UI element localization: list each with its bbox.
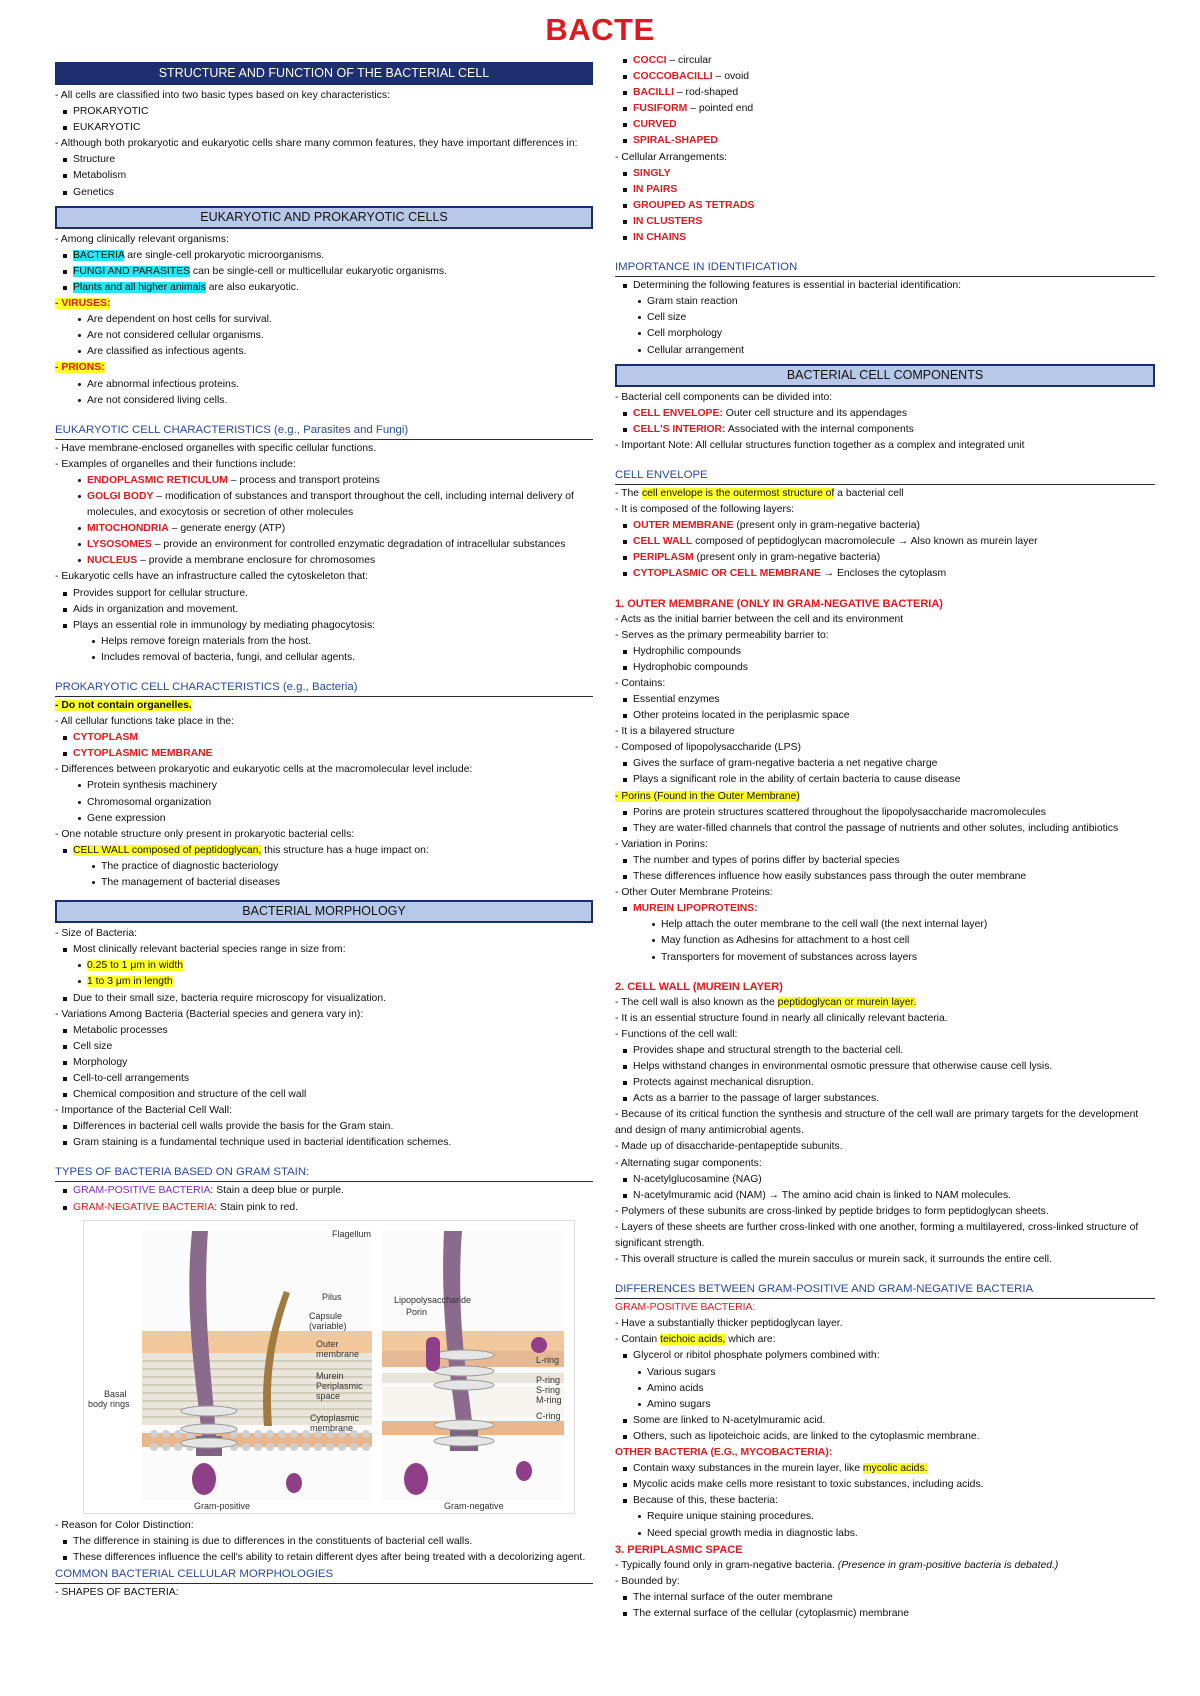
list-item: Provides shape and structural strength to the bacterial cell. — [615, 1043, 1155, 1059]
list-item: Hydrophobic compounds — [615, 660, 1155, 676]
list-item: The internal surface of the outer membrane — [615, 1590, 1155, 1606]
list-item: The difference in staining is due to differences in the constituents of bacterial cell walls. — [55, 1534, 593, 1550]
list-item: Are abnormal infectious proteins. — [55, 377, 593, 393]
text-line: - Layers of these sheets are further cross-linked with one another, forming a multilayered, cross-linked structure of significant strength. — [615, 1221, 1139, 1249]
text-line: - Differences between prokaryotic and eukaryotic cells at the macromolecular level include: — [55, 764, 473, 776]
list-item: Morphology — [55, 1055, 593, 1071]
list-item: IN CHAINS — [615, 230, 1155, 246]
label-c-ring: C-ring — [536, 1410, 561, 1421]
text-line: - Have a substantially thicker peptidoglycan layer. — [615, 1318, 843, 1330]
heading-differences: DIFFERENCES BETWEEN GRAM-POSITIVE AND GRAM-NEGATIVE BACTERIA — [615, 1281, 1155, 1299]
list-item: FUSIFORM – pointed end — [615, 101, 1155, 117]
text-line: - Polymers of these subunits are cross-linked by peptide bridges to form peptidoglycan sheets. — [615, 1205, 1049, 1217]
label-m-ring: M-ring — [536, 1394, 562, 1405]
list-item: BACILLI – rod-shaped — [615, 85, 1155, 101]
text-line: - Although both prokaryotic and eukaryotic cells share many common features, they have important differences in: — [55, 138, 578, 150]
list-item: Differences in bacterial cell walls provide the basis for the Gram stain. — [55, 1119, 593, 1135]
text-line: - Variation in Porins: — [615, 838, 708, 850]
list-item: Help attach the outer membrane to the cell wall (the next internal layer) — [615, 917, 1155, 933]
list-item: 0.25 to 1 μm in width — [55, 958, 593, 974]
list-item: Gram stain reaction — [615, 294, 1155, 310]
text-line: - Examples of organelles and their functions include: — [55, 458, 296, 470]
viruses-label: - VIRUSES: — [55, 298, 111, 310]
text-line: - It is composed of the following layers: — [615, 504, 795, 516]
text-line: - Porins (Found in the Outer Membrane) — [615, 790, 800, 802]
text-line: - Acts as the initial barrier between the cell and its environment — [615, 613, 904, 625]
text-line: - Typically found only in gram-negative bacteria. (Presence in gram-positive bacteria is debated.) — [615, 1559, 1059, 1571]
text-line: - Contain teichoic acids, which are: — [615, 1334, 776, 1346]
label-p-ring: P-ring — [536, 1374, 561, 1385]
list-item: N-acetylglucosamine (NAG) — [615, 1172, 1155, 1188]
text-line: - Cellular Arrangements: — [615, 151, 728, 163]
text-line: - SHAPES OF BACTERIA: — [55, 1586, 179, 1598]
list-item: SINGLY — [615, 166, 1155, 182]
list-item: Plants and all higher animals are also eukaryotic. — [55, 280, 593, 296]
label-gram-positive: Gram-positive — [194, 1500, 251, 1511]
text-line: - Composed of lipopolysaccharide (LPS) — [615, 742, 801, 754]
label-gram-negative: Gram-negative — [444, 1500, 504, 1511]
list-item: BACTERIA are single-cell prokaryotic microorganisms. — [55, 248, 593, 264]
list-item: Cell size — [55, 1039, 593, 1055]
list-item: Gene expression — [55, 811, 593, 827]
text-line: - Made up of disaccharide-pentapeptide subunits. — [615, 1141, 843, 1153]
list-item: Amino sugars — [615, 1397, 1155, 1413]
list-item: Includes removal of bacteria, fungi, and cellular agents. — [55, 650, 593, 666]
label-cytoplasmic: Cytoplasmic — [310, 1412, 360, 1423]
list-item: Are not considered cellular organisms. — [55, 328, 593, 344]
cell-wall-figure — [83, 1220, 575, 1514]
list-item: CELL WALL composed of peptidoglycan, this structure has a huge impact on: — [55, 843, 593, 859]
heading-common-morphologies: COMMON BACTERIAL CELLULAR MORPHOLOGIES — [55, 1566, 593, 1584]
list-item: IN PAIRS — [615, 182, 1155, 198]
list-item: Porins are protein structures scattered throughout the lipopolysaccharide macromolecules — [615, 805, 1155, 821]
list-item: NUCLEUS – provide a membrane enclosure for chromosomes — [55, 553, 593, 569]
list-item: SPIRAL-SHAPED — [615, 133, 1155, 149]
list-item: Glycerol or ribitol phosphate polymers combined with: — [615, 1348, 1155, 1364]
heading-periplasmic-space: 3. PERIPLASMIC SPACE — [615, 1543, 743, 1556]
label-pilus: Pilus — [322, 1291, 342, 1302]
other-bacteria-label: OTHER BACTERIA (E.G., MYCOBACTERIA): — [615, 1447, 833, 1459]
text-line: - Size of Bacteria: — [55, 928, 138, 940]
list-item: GRAM-POSITIVE BACTERIA: Stain a deep blue or purple. — [55, 1183, 593, 1199]
list-item: Chromosomal organization — [55, 795, 593, 811]
list-item: Protein synthesis machinery — [55, 778, 593, 794]
list-item: Plays an essential role in immunology by mediating phagocytosis: — [55, 618, 593, 634]
list-item: IN CLUSTERS — [615, 214, 1155, 230]
text-line: - The cell envelope is the outermost structure of a bacterial cell — [615, 487, 904, 499]
list-item: PROKARYOTIC — [55, 104, 593, 120]
section-band-morphology: BACTERIAL MORPHOLOGY — [55, 900, 593, 923]
label-cytoplasmic-membrane: membrane — [310, 1422, 354, 1433]
list-item: CELL'S INTERIOR: Associated with the internal components — [615, 422, 1155, 438]
text-line: - This overall structure is called the murein sacculus or murein sack, it surrounds the entire cell. — [615, 1254, 1052, 1266]
prions-label: - PRIONS: — [55, 362, 105, 374]
list-item: Cellular arrangement — [615, 343, 1155, 359]
list-item: These differences influence how easily substances pass through the outer membrane — [615, 869, 1155, 885]
list-item: N-acetylmuramic acid (NAM) → The amino acid chain is linked to NAM molecules. — [615, 1188, 1155, 1204]
list-item: Plays a significant role in the ability of certain bacteria to cause disease — [615, 772, 1155, 788]
gram-positive-label: GRAM-POSITIVE BACTERIA: — [615, 1302, 756, 1314]
list-item: PERIPLASM (present only in gram-negative bacteria) — [615, 550, 1155, 566]
text-line: - Bacterial cell components can be divided into: — [615, 391, 833, 403]
list-item: The management of bacterial diseases — [55, 875, 593, 891]
heading-gram-types: TYPES OF BACTERIA BASED ON GRAM STAIN: — [55, 1164, 593, 1182]
list-item: EUKARYOTIC — [55, 120, 593, 136]
list-item: Cell-to-cell arrangements — [55, 1071, 593, 1087]
text-line: - Eukaryotic cells have an infrastructure called the cytoskeleton that: — [55, 571, 369, 583]
section-band-components: BACTERIAL CELL COMPONENTS — [615, 364, 1155, 387]
section-band-euk-pro: EUKARYOTIC AND PROKARYOTIC CELLS — [55, 206, 593, 229]
list-item: ENDOPLASMIC RETICULUM – process and transport proteins — [55, 473, 593, 489]
list-item: Structure — [55, 152, 593, 168]
list-item: Need special growth media in diagnostic labs. — [615, 1526, 1155, 1542]
list-item: Hydrophilic compounds — [615, 644, 1155, 660]
list-item: Mycolic acids make cells more resistant to toxic substances, including acids. — [615, 1477, 1155, 1493]
list-item: Metabolic processes — [55, 1023, 593, 1039]
list-item: CYTOPLASMIC MEMBRANE — [55, 746, 593, 762]
list-item: CYTOPLASMIC OR CELL MEMBRANE → Encloses the cytoplasm — [615, 566, 1155, 582]
text-line: - Other Outer Membrane Proteins: — [615, 887, 773, 899]
text-line: - All cells are classified into two basic types based on key characteristics: — [55, 90, 390, 101]
text-line: - Because of its critical function the synthesis and structure of the cell wall are primary targets for the development and design of many antimicrobial agents. — [615, 1109, 1139, 1137]
label-s-ring: S-ring — [536, 1384, 561, 1395]
list-item: Aids in organization and movement. — [55, 602, 593, 618]
list-item: Are classified as infectious agents. — [55, 344, 593, 360]
list-item: Most clinically relevant bacterial species range in size from: — [55, 942, 593, 958]
list-item: These differences influence the cell's ability to retain different dyes after being treated with a decolorizing agent. — [55, 1550, 593, 1566]
list-item: Determining the following features is essential in bacterial identification: — [615, 278, 1155, 294]
text-line: - Variations Among Bacteria (Bacterial species and genera vary in): — [55, 1008, 364, 1020]
label-capsule: Capsule — [309, 1310, 343, 1321]
list-item: Transporters for movement of substances across layers — [615, 950, 1155, 966]
text-line: - Serves as the primary permeability barrier to: — [615, 629, 829, 641]
text-line: - Important Note: All cellular structures function together as a complex and integrated unit — [615, 439, 1025, 451]
section-band-structure: STRUCTURE AND FUNCTION OF THE BACTERIAL CELL — [55, 62, 593, 85]
label-capsule-variable: (variable) — [309, 1320, 347, 1331]
label-porin: Porin — [406, 1306, 428, 1317]
list-item: LYSOSOMES – provide an environment for controlled enzymatic degradation of intracellular substances — [55, 537, 593, 553]
list-item: They are water-filled channels that control the passage of nutrients and other solutes, including antibiotics — [615, 821, 1155, 837]
list-item: MITOCHONDRIA – generate energy (ATP) — [55, 521, 593, 537]
list-item: Other proteins located in the periplasmic space — [615, 708, 1155, 724]
heading-euk-characteristics: EUKARYOTIC CELL CHARACTERISTICS (e.g., Parasites and Fungi) — [55, 422, 593, 440]
list-item: Gives the surface of gram-negative bacteria a net negative charge — [615, 756, 1155, 772]
right-column — [615, 53, 1155, 1673]
label-murein: Murein — [316, 1370, 344, 1381]
label-outer-membrane: membrane — [316, 1348, 360, 1359]
list-item: Amino acids — [615, 1381, 1155, 1397]
list-item: MUREIN LIPOPROTEINS: — [615, 901, 1155, 917]
list-item: Cell morphology — [615, 326, 1155, 342]
list-item: Some are linked to N-acetylmuramic acid. — [615, 1413, 1155, 1429]
list-item: Gram staining is a fundamental technique used in bacterial identification schemes. — [55, 1135, 593, 1151]
text-line: - The cell wall is also known as the peptidoglycan or murein layer. — [615, 996, 917, 1008]
list-item: OUTER MEMBRANE (present only in gram-negative bacteria) — [615, 518, 1155, 534]
list-item: Cell size — [615, 310, 1155, 326]
list-item: Protects against mechanical disruption. — [615, 1075, 1155, 1091]
list-item: The external surface of the cellular (cytoplasmic) membrane — [615, 1606, 1155, 1622]
list-item: The practice of diagnostic bacteriology — [55, 859, 593, 875]
list-item: FUNGI AND PARASITES can be single-cell or multicellular eukaryotic organisms. — [55, 264, 593, 280]
heading-outer-membrane: 1. OUTER MEMBRANE (ONLY IN GRAM-NEGATIVE BACTERIA) — [615, 597, 943, 610]
list-item: COCCOBACILLI – ovoid — [615, 69, 1155, 85]
label-periplasmic: Periplasmic — [316, 1380, 363, 1391]
list-item: 1 to 3 μm in length — [55, 974, 593, 990]
list-item: CYTOPLASM — [55, 730, 593, 746]
text-line: - Importance of the Bacterial Cell Wall: — [55, 1105, 232, 1117]
list-item: Helps remove foreign materials from the host. — [55, 634, 593, 650]
heading-identification: IMPORTANCE IN IDENTIFICATION — [615, 259, 1155, 277]
label-lps: Lipopolysaccharide — [394, 1294, 472, 1305]
text-line: - All cellular functions take place in the: — [55, 716, 235, 728]
label-space: space — [316, 1390, 341, 1401]
text-line: - Contains: — [615, 677, 666, 689]
list-item: Are dependent on host cells for survival. — [55, 312, 593, 328]
list-item: Metabolism — [55, 168, 593, 184]
text-line: - Have membrane-enclosed organelles with specific cellular functions. — [55, 442, 377, 454]
list-item: Acts as a barrier to the passage of larger substances. — [615, 1091, 1155, 1107]
list-item: Due to their small size, bacteria require microscopy for visualization. — [55, 991, 593, 1007]
list-item: Provides support for cellular structure. — [55, 586, 593, 602]
heading-cell-envelope: CELL ENVELOPE — [615, 467, 1155, 485]
list-item: GRAM-NEGATIVE BACTERIA: Stain pink to red. — [55, 1200, 593, 1216]
cell-wall-diagram — [84, 1221, 574, 1513]
list-item: Are not considered living cells. — [55, 393, 593, 409]
heading-cell-wall: 2. CELL WALL (MUREIN LAYER) — [615, 980, 783, 993]
list-item: GOLGI BODY – modification of substances and transport throughout the cell, including internal delivery of molecules, and exocytosis or secretion of other molecules — [55, 489, 593, 521]
list-item: Helps withstand changes in environmental osmotic pressure that otherwise cause cell lysis. — [615, 1059, 1155, 1075]
text-line: - Alternating sugar components: — [615, 1157, 762, 1169]
list-item: The number and types of porins differ by bacterial species — [615, 853, 1155, 869]
text-line: - Among clinically relevant organisms: — [55, 233, 229, 245]
list-item: Because of this, these bacteria: — [615, 1493, 1155, 1509]
list-item: Require unique staining procedures. — [615, 1509, 1155, 1525]
list-item: CURVED — [615, 117, 1155, 133]
text-line: - Reason for Color Distinction: — [55, 1519, 194, 1531]
list-item: CELL ENVELOPE: Outer cell structure and its appendages — [615, 406, 1155, 422]
list-item: COCCI – circular — [615, 53, 1155, 69]
text-line: - Bounded by: — [615, 1575, 680, 1587]
left-column — [55, 62, 593, 1672]
list-item: May function as Adhesins for attachment to a host cell — [615, 933, 1155, 949]
list-item: Chemical composition and structure of the cell wall — [55, 1087, 593, 1103]
page-title: BACTE — [545, 12, 655, 47]
list-item: Others, such as lipoteichoic acids, are linked to the cytoplasmic membrane. — [615, 1429, 1155, 1445]
list-item: Essential enzymes — [615, 692, 1155, 708]
list-item: Genetics — [55, 185, 593, 201]
text-line: - One notable structure only present in prokaryotic bacterial cells: — [55, 828, 355, 840]
label-l-ring: L-ring — [536, 1354, 560, 1365]
text-line: - It is a bilayered structure — [615, 726, 735, 738]
list-item: GROUPED AS TETRADS — [615, 198, 1155, 214]
text-line: - It is an essential structure found in nearly all clinically relevant bacteria. — [615, 1012, 948, 1024]
label-flagellum: Flagellum — [332, 1228, 372, 1239]
list-item: Various sugars — [615, 1365, 1155, 1381]
list-item: Contain waxy substances in the murein layer, like mycolic acids. — [615, 1461, 1155, 1477]
text-line: - Do not contain organelles. — [55, 700, 192, 711]
heading-pro-characteristics: PROKARYOTIC CELL CHARACTERISTICS (e.g., Bacteria) — [55, 679, 593, 697]
label-basal-rings: body rings — [88, 1398, 130, 1409]
text-line: - Functions of the cell wall: — [615, 1028, 738, 1040]
label-outer: Outer — [316, 1338, 339, 1349]
list-item: CELL WALL composed of peptidoglycan macromolecule → Also known as murein layer — [615, 534, 1155, 550]
label-basal: Basal — [104, 1388, 127, 1399]
